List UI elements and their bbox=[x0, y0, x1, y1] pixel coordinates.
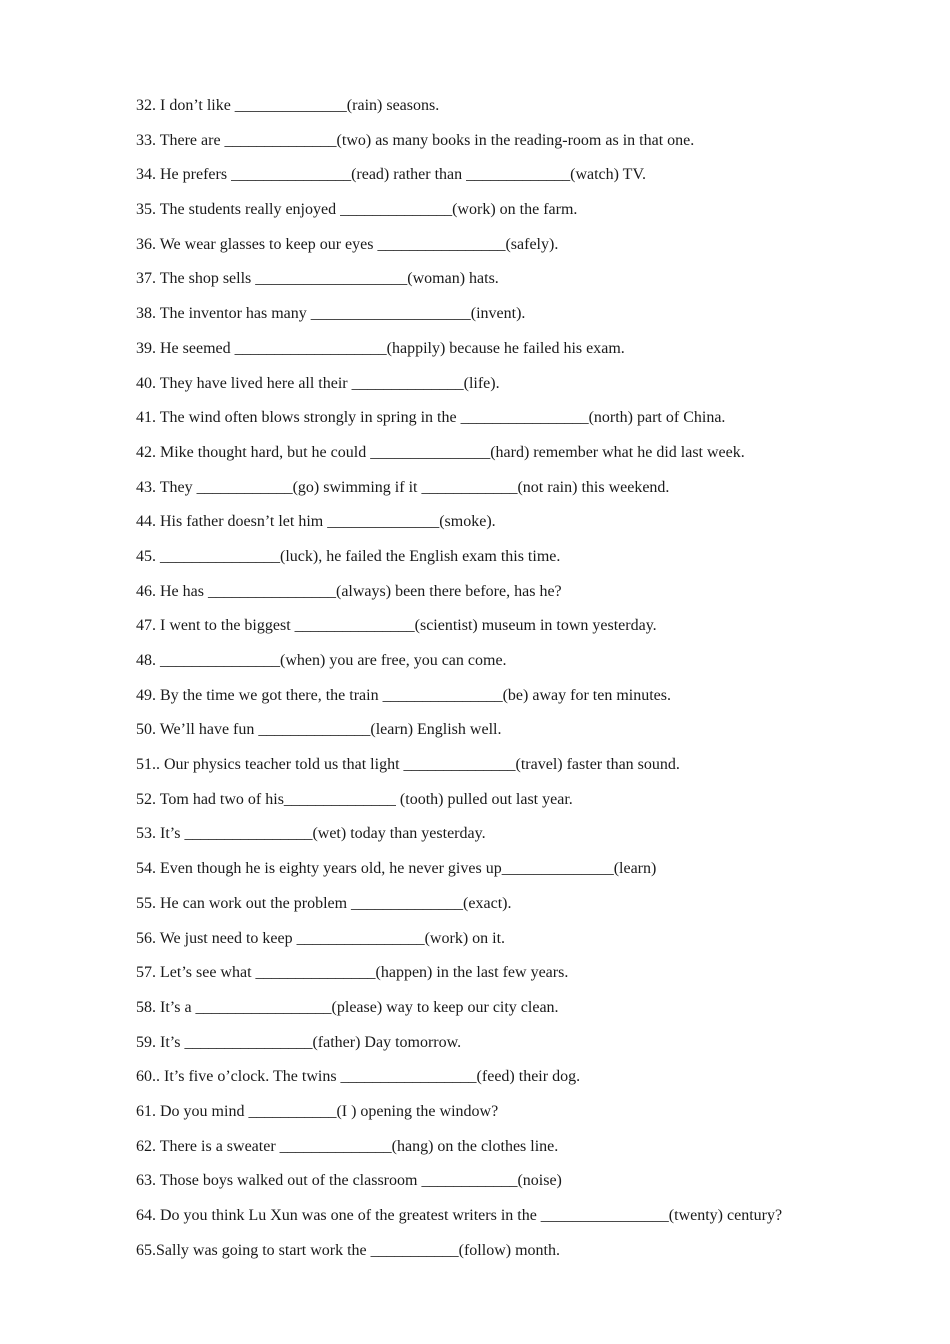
question-item: 64. Do you think Lu Xun was one of the greatest writers in the ________________(twenty) century? bbox=[136, 1207, 783, 1224]
question-item: 65.Sally was going to start work the ___________(follow) month. bbox=[136, 1241, 560, 1259]
question-item: 56. We just need to keep ________________(work) on it. bbox=[136, 929, 506, 947]
question-item: 50. We’ll have fun ______________(learn) English well. bbox=[136, 721, 502, 739]
question-item: 54. Even though he is eighty years old, he never gives up______________(learn) bbox=[136, 860, 657, 878]
question-item: 39. He seemed ___________________(happily) because he failed his exam. bbox=[136, 339, 625, 357]
question-item: 59. It’s ________________(father) Day tomorrow. bbox=[136, 1033, 462, 1051]
question-item: 51.. Our physics teacher told us that light ______________(travel) faster than sound. bbox=[136, 756, 680, 774]
question-item: 36. We wear glasses to keep our eyes ________________(safely). bbox=[136, 235, 559, 253]
question-item: 53. It’s ________________(wet) today than yesterday. bbox=[136, 825, 486, 843]
question-item: 55. He can work out the problem ______________(exact). bbox=[136, 894, 512, 912]
question-item: 42. Mike thought hard, but he could _______________(hard) remember what he did last week. bbox=[136, 443, 745, 461]
question-item: 41. The wind often blows strongly in spring in the ________________(north) part of China. bbox=[136, 409, 726, 427]
question-item: 61. Do you mind ___________(I ) opening the window? bbox=[136, 1102, 499, 1120]
question-item: 58. It’s a _________________(please) way to keep our city clean. bbox=[136, 998, 559, 1016]
question-item: 46. He has ________________(always) been there before, has he? bbox=[136, 582, 562, 600]
question-item: 37. The shop sells ___________________(woman) hats. bbox=[136, 270, 499, 288]
question-item: 45. _______________(luck), he failed the English exam this time. bbox=[136, 547, 561, 565]
question-item: 62. There is a sweater ______________(hang) on the clothes line. bbox=[136, 1137, 559, 1155]
question-item: 57. Let’s see what _______________(happen) in the last few years. bbox=[136, 964, 569, 982]
question-item: 52. Tom had two of his______________ (tooth) pulled out last year. bbox=[136, 790, 573, 808]
question-item: 40. They have lived here all their ______________(life). bbox=[136, 374, 500, 392]
question-item: 38. The inventor has many ____________________(invent). bbox=[136, 305, 526, 323]
question-item: 60.. It’s five o’clock. The twins _________________(feed) their dog. bbox=[136, 1068, 581, 1086]
question-list bbox=[136, 94, 926, 1273]
question-item: 32. I don’t like ______________(rain) seasons. bbox=[136, 97, 440, 114]
question-item: 47. I went to the biggest _______________(scientist) museum in town yesterday. bbox=[136, 617, 657, 635]
question-item: 44. His father doesn’t let him ______________(smoke). bbox=[136, 513, 496, 531]
question-item: 33. There are ______________(two) as many books in the reading-room as in that one. bbox=[136, 131, 695, 149]
question-item: 49. By the time we got there, the train _______________(be) away for ten minutes. bbox=[136, 686, 671, 704]
question-item: 63. Those boys walked out of the classroom ____________(noise) bbox=[136, 1172, 562, 1190]
question-item: 35. The students really enjoyed ______________(work) on the farm. bbox=[136, 201, 578, 219]
question-item: 48. _______________(when) you are free, you can come. bbox=[136, 652, 507, 669]
question-item: 43. They ____________(go) swimming if it ____________(not rain) this weekend. bbox=[136, 478, 670, 496]
question-item: 34. He prefers _______________(read) rather than _____________(watch) TV. bbox=[136, 166, 646, 184]
